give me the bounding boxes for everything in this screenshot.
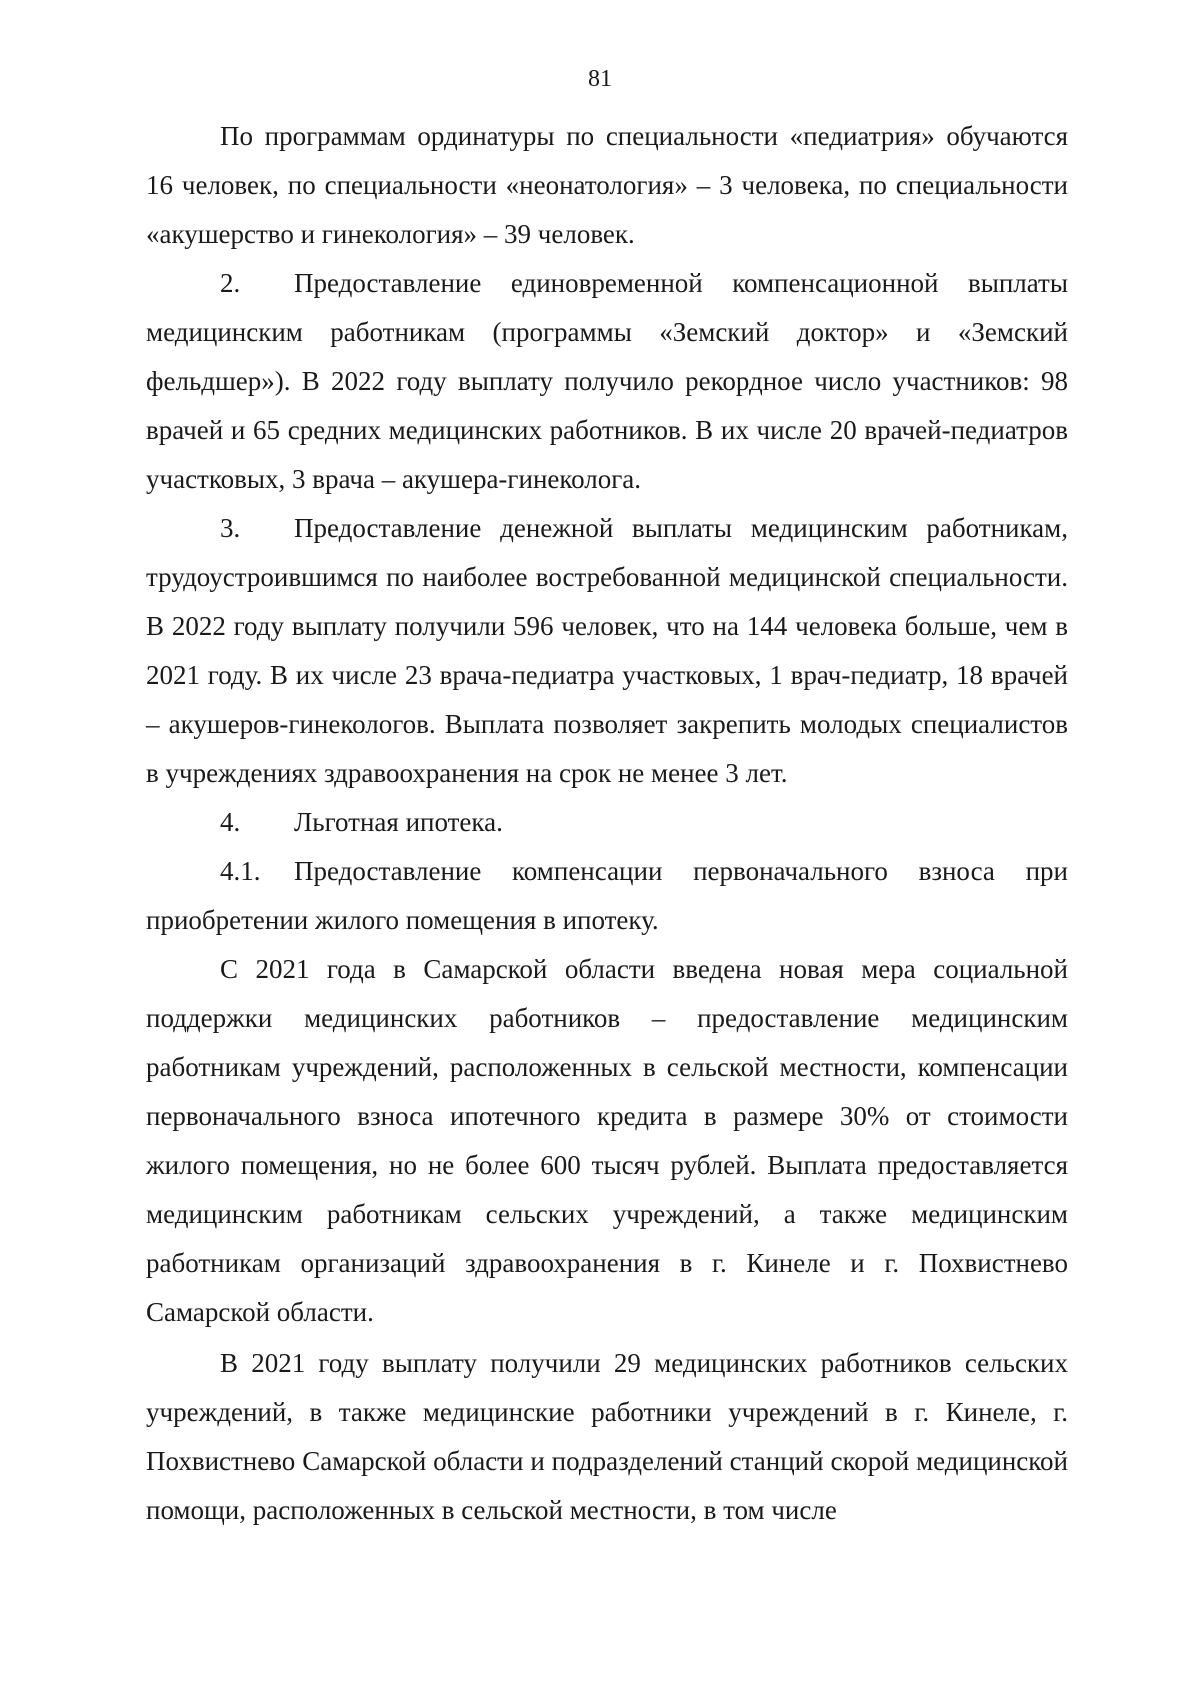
paragraph-payments-2021 xyxy=(146,1339,1068,1535)
paragraph-mortgage-2021 xyxy=(146,945,1068,1337)
paragraph-item-3 xyxy=(146,504,1068,798)
paragraph-text: Предоставление компенсации первоначального взноса при приобретении жилого помещения в ипотеку. xyxy=(146,856,1068,935)
item-number: 4.1. xyxy=(220,856,261,886)
paragraph-text: Предоставление единовременной компенсационной выплаты медицинским работникам (программы «Земский доктор» и «Земский фельдшер»). В 2022 году выплату получило рекордное число участников: 98 врачей и 65 средних медицинских работников. В их числе 20 врачей-педиатров участковых, 3 врача – акушера-гинеколога. xyxy=(146,268,1068,494)
paragraph-item-4-1 xyxy=(146,847,1068,945)
item-number: 2. xyxy=(220,268,241,298)
paragraph-text: В 2021 году выплату получили 29 медицинских работников сельских учреждений, в также медицинские работники учреждений в г. Кинеле, г. Похвистнево Самарской области и подразделений станций скорой медицинской помощи, расположенных в сельской местности, в том числе xyxy=(146,1348,1068,1525)
item-number: 4. xyxy=(220,807,241,837)
paragraph-item-4 xyxy=(146,798,1068,847)
document-body xyxy=(146,112,1068,1535)
paragraph-text: Предоставление денежной выплаты медицинским работникам, трудоустроившимся по наиболее востребованной медицинской специальности. В 2022 году выплату получили 596 человек, что на 144 человека больше, чем в 2021 году. В их числе 23 врача-педиатра участковых, 1 врач-педиатр, 18 врачей – акушеров-гинекологов. Выплата позволяет закрепить молодых специалистов в учреждениях здравоохранения на срок не менее 3 лет. xyxy=(146,513,1068,788)
paragraph-text: С 2021 года в Самарской области введена новая мера социальной поддержки медицинских работников – предоставление медицинским работникам учреждений, расположенных в сельской местности, компенсации первоначального взноса ипотечного кредита в размере 30% от стоимости жилого помещения, но не более 600 тысяч рублей. Выплата предоставляется медицинским работникам сельских учреждений, а также медицинским работникам организаций здравоохранения в г. Кинеле и г. Похвистнево Самарской области. xyxy=(146,954,1068,1327)
page-number: 81 xyxy=(588,66,612,92)
item-number: 3. xyxy=(220,513,241,543)
paragraph-item-2 xyxy=(146,259,1068,504)
paragraph-text: Льготная ипотека. xyxy=(294,807,503,837)
paragraph-text: По программам ординатуры по специальности «педиатрия» обучаются 16 человек, по специальности «неонатология» – 3 человека, по специальности «акушерство и гинекология» – 39 человек. xyxy=(146,121,1068,249)
paragraph-residency xyxy=(146,112,1068,259)
